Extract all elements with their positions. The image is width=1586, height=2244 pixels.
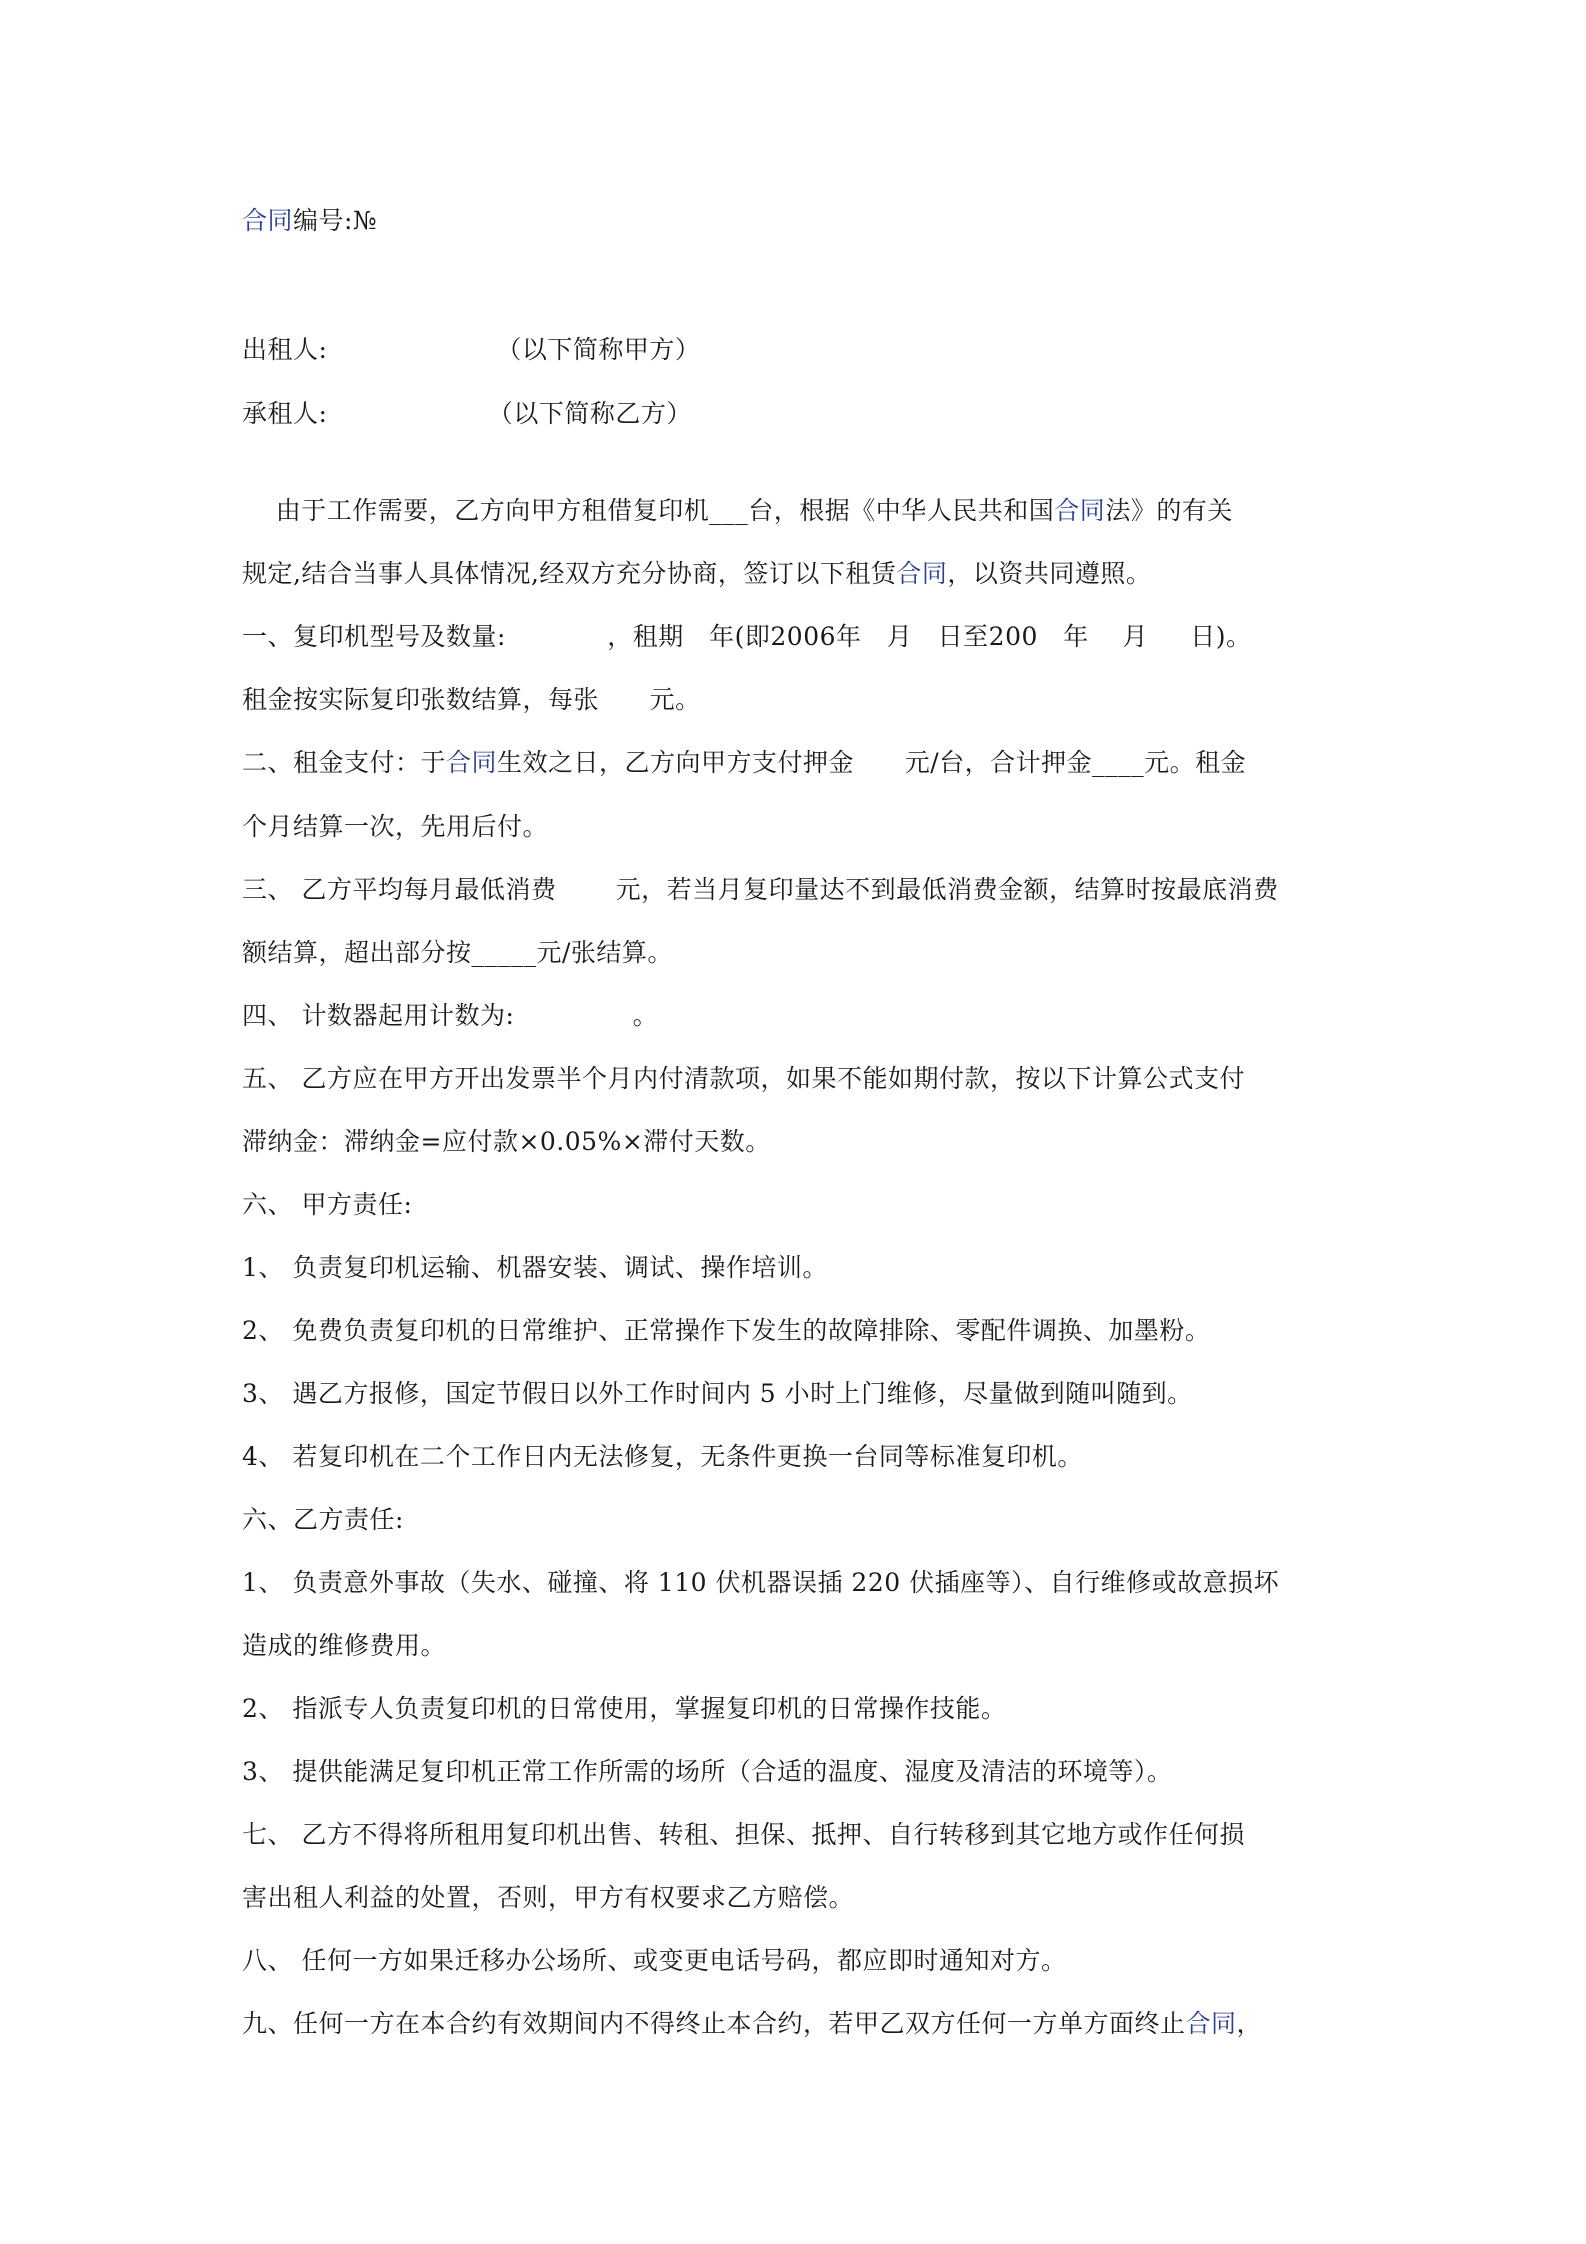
clause-6b-item-1-line-1: 1、 负责意外事故（失水、碰撞、将 110 伏机器误插 220 伏插座等）、自行维修或故意损坏 [242,1568,1280,1597]
contract-link[interactable]: 合同 [1185,2009,1237,2038]
clause-6b-item-2: 2、 指派专人负责复印机的日常使用，掌握复印机的日常操作技能。 [242,1694,1007,1723]
clause-3-line-1: 三、 乙方平均每月最低消费 元，若当月复印量达不到最低消费金额，结算时按最底消费 [242,875,1279,904]
clause-6b-item-3: 3、 提供能满足复印机正常工作所需的场所（合适的温度、湿度及清洁的环境等）。 [242,1757,1173,1786]
clause-5-line-2: 滞纳金：滞纳金=应付款×0.05%×滞付天数。 [242,1127,771,1156]
contract-link[interactable]: 合同 [896,559,948,588]
clause-2-line-2: 个月结算一次，先用后付。 [242,812,549,841]
clause-text: 二、租金支付：于 [242,748,447,777]
clause-7-line-1: 七、 乙方不得将所租用复印机出售、转租、担保、抵押、自行转移到其它地方或作任何损 [242,1820,1245,1849]
contract-link[interactable]: 合同 [242,206,294,235]
clause-6-item-1: 1、 负责复印机运输、机器安装、调试、操作培训。 [242,1253,828,1282]
clause-6-title: 六、 甲方责任: [242,1190,413,1219]
clause-9-line-1 [242,2008,1262,2040]
lessor-line: 出租人: （以下简称甲方） [242,335,701,364]
clause-6b-title: 六、乙方责任: [242,1505,404,1534]
clause-text: 生效之日，乙方向甲方支付押金 元/台，合计押金____元。租金 [497,748,1247,777]
contract-number-line [242,205,377,237]
contract-number-label: 编号:№ [293,206,378,235]
clause-3-line-2: 额结算，超出部分按_____元/张结算。 [242,938,673,967]
contract-link[interactable]: 合同 [446,748,498,777]
clause-5-line-1: 五、 乙方应在甲方开出发票半个月内付清款项，如果不能如期付款，按以下计算公式支付 [242,1064,1245,1093]
clause-text: 九、任何一方在本合约有效期间内不得终止本合约，若甲乙双方任何一方单方面终止 [242,2009,1186,2038]
clause-1-line-2: 租金按实际复印张数结算，每张 元。 [242,685,701,714]
clause-7-line-2: 害出租人利益的处置，否则，甲方有权要求乙方赔偿。 [242,1883,855,1912]
clause-6-item-2: 2、 免费负责复印机的日常维护、正常操作下发生的故障排除、零配件调换、加墨粉。 [242,1316,1211,1345]
intro-text: ，以资共同遵照。 [947,559,1152,588]
clause-1-line-1: 一、复印机型号及数量: ，租期 年(即2006年 月 日至200 年 月 日)。 [242,622,1252,651]
clause-6-item-3: 3、 遇乙方报修，国定节假日以外工作时间内 5 小时上门维修，尽量做到随叫随到。 [242,1379,1193,1408]
clause-6-item-4: 4、 若复印机在二个工作日内无法修复，无条件更换一台同等标准复印机。 [242,1442,1083,1471]
contract-law-link[interactable]: 合同 [1054,496,1106,525]
intro-line-2 [242,558,1151,590]
intro-text: 由于工作需要，乙方向甲方租借复印机___台，根据《中华人民共和国 [242,496,1055,525]
intro-text: 法》的有关 [1105,496,1233,525]
clause-8: 八、 任何一方如果迁移办公场所、或变更电话号码，都应即时通知对方。 [242,1946,1067,1975]
clause-4: 四、 计数器起用计数为: 。 [242,1001,659,1030]
intro-text: 规定,结合当事人具体情况,经双方充分协商，签订以下租赁 [242,559,897,588]
intro-line-1 [242,495,1233,527]
clause-2-line-1 [242,747,1246,779]
clause-text: ， [1236,2009,1263,2038]
lessee-line: 承租人: （以下简称乙方） [242,399,692,428]
clause-6b-item-1-line-2: 造成的维修费用。 [242,1631,447,1660]
